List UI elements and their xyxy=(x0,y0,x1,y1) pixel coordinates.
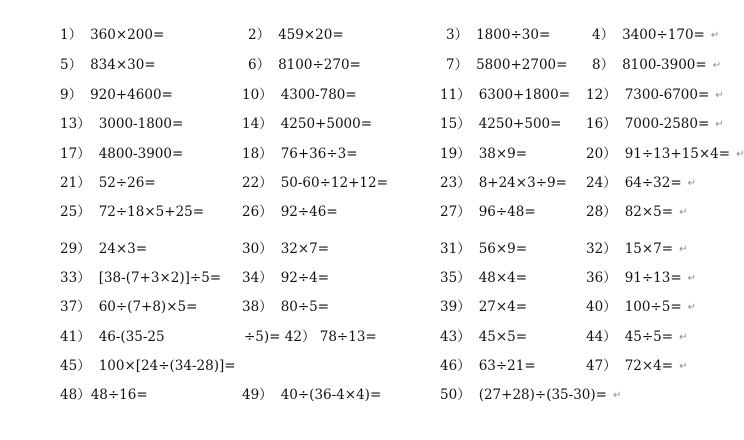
problem-number: 38） xyxy=(242,299,273,315)
problem-cell xyxy=(60,355,242,377)
problem-cell xyxy=(446,54,573,76)
problem-cell xyxy=(586,143,744,165)
problem-cell xyxy=(242,201,344,223)
problem-cell xyxy=(586,355,687,377)
problem-cell xyxy=(242,84,363,106)
problem-cell xyxy=(242,384,387,406)
problem-cell xyxy=(440,113,567,135)
problem-number: 16） xyxy=(586,116,617,132)
return-mark-icon: ↵ xyxy=(679,332,688,343)
problem-expression: 91÷13+15×4= xyxy=(624,146,731,162)
problem-cell xyxy=(242,172,394,194)
return-mark-icon: ↵ xyxy=(715,90,724,101)
problem-expression: 64÷32= xyxy=(624,175,682,191)
problem-cell xyxy=(60,24,170,46)
problem-expression: 48÷16= xyxy=(90,387,148,403)
problem-cell xyxy=(592,24,719,46)
problem-cell xyxy=(592,54,721,76)
problem-expression: 56×9= xyxy=(478,241,528,257)
return-mark-icon: ↵ xyxy=(715,119,724,130)
problem-number: 22） xyxy=(242,175,273,191)
problem-row-3 xyxy=(0,84,738,106)
problem-row-7 xyxy=(0,201,738,223)
problem-expression: 459×20= xyxy=(278,27,344,43)
problem-number: 47） xyxy=(586,358,617,374)
problem-number: 41） xyxy=(60,329,91,345)
problem-expression: 4250+500= xyxy=(478,116,562,132)
problem-cell xyxy=(586,84,724,106)
problem-expression: [38-(7+3×2)]÷5= xyxy=(98,270,222,286)
problem-cell xyxy=(60,113,189,135)
problem-row-13 xyxy=(0,384,738,406)
problem-cell xyxy=(446,24,556,46)
problem-row-11 xyxy=(0,326,738,348)
problem-number: 15） xyxy=(440,116,471,132)
problem-row-6 xyxy=(0,172,738,194)
problem-expression: 27×4= xyxy=(478,299,528,315)
problem-number: 35） xyxy=(440,270,471,286)
problem-cell xyxy=(586,326,687,348)
problem-expression: 3400÷170= xyxy=(622,27,705,43)
problem-number: 20） xyxy=(586,146,617,162)
problem-cell xyxy=(242,267,335,289)
problem-number: 7） xyxy=(446,57,469,73)
problem-row-12 xyxy=(0,355,738,377)
problem-expression: 24×3= xyxy=(98,241,148,257)
problem-cell xyxy=(60,201,210,223)
problem-cell xyxy=(244,326,383,348)
problem-number: 12） xyxy=(586,87,617,103)
problem-cell xyxy=(440,238,533,260)
problem-expression: 76+36÷3= xyxy=(280,146,358,162)
problem-expression: 72×4= xyxy=(624,358,674,374)
problem-row-5 xyxy=(0,143,744,165)
problem-row-4 xyxy=(0,113,738,135)
problem-expression: 46-(35-25 xyxy=(98,329,165,345)
return-mark-icon: ↵ xyxy=(736,149,744,160)
problem-expression: ÷5)= 42） 78÷13= xyxy=(244,329,377,345)
problem-expression: 8100÷270= xyxy=(278,57,361,73)
problem-expression: 6300+1800= xyxy=(478,87,571,103)
problem-expression: 63÷21= xyxy=(478,358,536,374)
problem-number: 44） xyxy=(586,329,617,345)
problem-number: 48） xyxy=(60,387,91,403)
problem-cell xyxy=(586,384,600,406)
problem-number: 39） xyxy=(440,299,471,315)
problem-expression: 1800÷30= xyxy=(476,27,551,43)
problem-row-8 xyxy=(0,238,738,260)
problem-number: 46） xyxy=(440,358,471,374)
problem-number: 8） xyxy=(592,57,615,73)
problem-row-1 xyxy=(0,24,738,46)
problem-expression: 92÷4= xyxy=(280,270,330,286)
problem-cell xyxy=(440,143,533,165)
problem-number: 11） xyxy=(440,87,471,103)
problem-cell xyxy=(60,384,154,406)
problem-number: 28） xyxy=(586,204,617,220)
problem-cell xyxy=(440,355,542,377)
problem-number: 30） xyxy=(242,241,273,257)
problem-number: 14） xyxy=(242,116,273,132)
problem-expression: 8+24×3÷9= xyxy=(478,175,567,191)
problem-row-10 xyxy=(0,296,738,318)
problem-cell xyxy=(586,172,696,194)
problem-cell xyxy=(60,54,162,76)
problem-expression: 4300-780= xyxy=(280,87,357,103)
problem-number: 31） xyxy=(440,241,471,257)
problem-cell xyxy=(440,84,576,106)
problem-number: 10） xyxy=(242,87,273,103)
problem-expression: 45×5= xyxy=(478,329,528,345)
return-mark-icon: ↵ xyxy=(687,178,697,189)
problem-expression: 82×5= xyxy=(624,204,674,220)
problem-expression: 80÷5= xyxy=(280,299,330,315)
return-mark-icon: ↵ xyxy=(687,273,697,284)
problem-expression: 15×7= xyxy=(624,241,674,257)
problem-expression: 96÷48= xyxy=(478,204,536,220)
return-mark-icon: ↵ xyxy=(687,302,697,313)
problem-expression: 60÷(7+8)×5= xyxy=(98,299,198,315)
problem-expression: 40÷(36-4×4)= xyxy=(280,387,382,403)
problem-row-9 xyxy=(0,267,738,289)
problem-expression: 100÷5= xyxy=(624,299,682,315)
problem-expression: 4250+5000= xyxy=(280,116,373,132)
problem-expression: 45÷5= xyxy=(624,329,674,345)
problem-number: 27） xyxy=(440,204,471,220)
problem-cell xyxy=(248,54,367,76)
problem-expression: 72÷18×5+25= xyxy=(98,204,205,220)
problem-expression: 32×7= xyxy=(280,241,330,257)
problem-cell xyxy=(60,296,203,318)
problem-number: 43） xyxy=(440,329,471,345)
problem-cell xyxy=(440,201,542,223)
problem-number: 36） xyxy=(586,270,617,286)
problem-expression: 3000-1800= xyxy=(98,116,184,132)
problem-number: 25） xyxy=(60,204,91,220)
problem-cell xyxy=(440,172,573,194)
problem-number: 3） xyxy=(446,27,469,43)
problem-number: 50） xyxy=(440,387,471,403)
problem-cell xyxy=(586,238,687,260)
problem-cell xyxy=(60,143,189,165)
problem-number: 2） xyxy=(248,27,271,43)
problem-cell xyxy=(440,267,533,289)
problem-cell xyxy=(60,267,227,289)
problem-number: 49） xyxy=(242,387,273,403)
problem-number: 4） xyxy=(592,27,615,43)
problem-cell xyxy=(242,355,248,377)
problem-expression: 48×4= xyxy=(478,270,528,286)
problem-number: 37） xyxy=(60,299,91,315)
problem-cell xyxy=(242,113,378,135)
problem-expression: 52÷26= xyxy=(98,175,156,191)
problem-cell xyxy=(586,296,696,318)
problem-expression: 360×200= xyxy=(90,27,165,43)
problem-cell xyxy=(60,172,162,194)
problem-number: 45） xyxy=(60,358,91,374)
return-mark-icon: ↵ xyxy=(712,60,722,71)
problem-expression: 38×9= xyxy=(478,146,528,162)
return-mark-icon: ↵ xyxy=(679,207,688,218)
problem-expression: 8100-3900= xyxy=(622,57,707,73)
problem-cell xyxy=(60,238,153,260)
problem-expression: 4800-3900= xyxy=(98,146,184,162)
problem-expression: 92÷46= xyxy=(280,204,338,220)
problem-cell xyxy=(586,113,724,135)
problem-cell xyxy=(248,24,350,46)
problem-expression: 7300-6700= xyxy=(624,87,710,103)
problem-cell xyxy=(586,267,696,289)
problem-number: 21） xyxy=(60,175,91,191)
problem-expression: 50-60÷12+12= xyxy=(280,175,388,191)
problem-expression: 7000-2580= xyxy=(624,116,710,132)
problem-expression: 91÷13= xyxy=(624,270,682,286)
problem-number: 40） xyxy=(586,299,617,315)
problem-expression: 5800+2700= xyxy=(476,57,568,73)
return-mark-icon: ↵ xyxy=(612,390,622,401)
problem-cell xyxy=(242,238,335,260)
problem-number: 29） xyxy=(60,241,91,257)
problem-expression: 834×30= xyxy=(90,57,156,73)
problem-number: 24） xyxy=(586,175,617,191)
problem-expression: 920+4600= xyxy=(90,87,173,103)
problem-number: 13） xyxy=(60,116,91,132)
problem-number: 23） xyxy=(440,175,471,191)
problem-number: 34） xyxy=(242,270,273,286)
problem-cell xyxy=(60,84,179,106)
problem-cell xyxy=(60,326,171,348)
problem-number: 18） xyxy=(242,146,273,162)
problem-cell xyxy=(242,143,364,165)
problem-number: 19） xyxy=(440,146,471,162)
problem-expression: 100×[24÷(34-28)]= xyxy=(98,358,236,374)
problem-number: 1） xyxy=(60,27,83,43)
problem-number: 5） xyxy=(60,57,83,73)
return-mark-icon: ↵ xyxy=(710,30,720,41)
problem-number: 32） xyxy=(586,241,617,257)
problem-cell xyxy=(440,296,533,318)
problem-cell xyxy=(242,296,335,318)
problem-number: 17） xyxy=(60,146,91,162)
problem-number: 9） xyxy=(60,87,83,103)
problem-cell xyxy=(586,201,687,223)
problem-cell xyxy=(440,326,533,348)
return-mark-icon: ↵ xyxy=(679,361,688,372)
problem-number: 26） xyxy=(242,204,273,220)
return-mark-icon: ↵ xyxy=(679,244,688,255)
problem-number: 6） xyxy=(248,57,271,73)
problem-number: 33） xyxy=(60,270,91,286)
problem-expression: (27+28)÷(35-30)= xyxy=(478,387,607,403)
problem-row-2 xyxy=(0,54,738,76)
